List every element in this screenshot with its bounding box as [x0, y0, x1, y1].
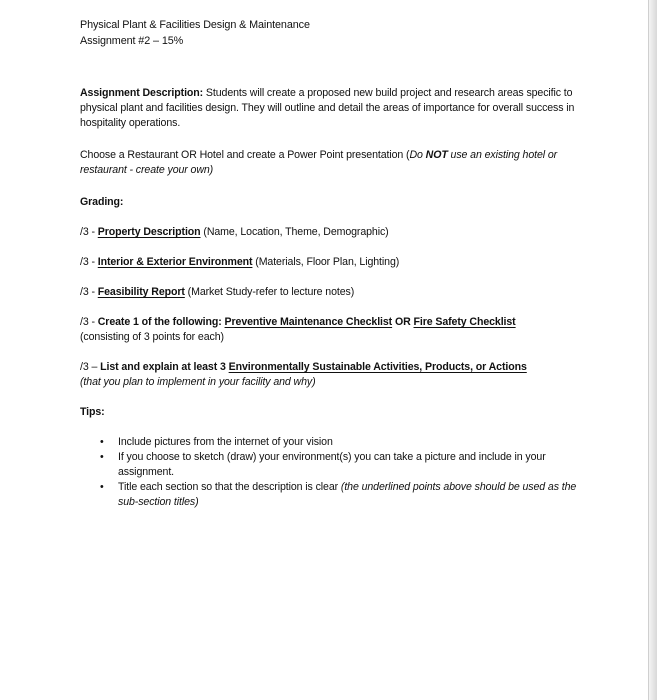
- tip-text: If you choose to sketch (draw) your environment(s) you can take a picture and include in your assignment.: [118, 451, 546, 478]
- tips-list: [80, 435, 580, 510]
- grading-item-property: [80, 225, 580, 240]
- grading-title: Interior & Exterior Environment: [97, 256, 253, 268]
- grading-title: Environmentally Sustainable Activities, Products, or Actions: [228, 361, 527, 373]
- list-item: [100, 435, 580, 450]
- tip-italic-note: (the underlined points above should be used as the sub-section titles): [118, 481, 577, 508]
- page-edge-shadow: [648, 0, 657, 700]
- grading-heading: Grading:: [80, 196, 124, 208]
- choose-not-emphasis: NOT: [425, 149, 448, 161]
- grading-score: /3 -: [80, 316, 98, 328]
- tip-text: Include pictures from the internet of your vision: [118, 436, 333, 448]
- grading-score: /3 -: [80, 226, 98, 238]
- bullet-icon: •: [100, 451, 104, 463]
- choose-italic-rest: use an existing hotel or restaurant - create your own): [80, 149, 558, 176]
- grading-detail: (Name, Location, Theme, Demographic): [200, 226, 389, 238]
- choose-text: Choose a Restaurant OR Hotel and create a Power Point presentation (: [80, 149, 410, 161]
- grading-detail: (consisting of 3 points for each): [80, 331, 224, 343]
- grading-lead: List and explain at least 3: [100, 361, 229, 373]
- bullet-icon: •: [100, 436, 104, 448]
- grading-title: Feasibility Report: [97, 286, 185, 298]
- grading-detail: (Market Study-refer to lecture notes): [184, 286, 355, 298]
- tip-text: Title each section so that the description is clear: [118, 481, 341, 493]
- grading-score: /3 –: [80, 361, 101, 373]
- grading-detail: (Materials, Floor Plan, Lighting): [252, 256, 400, 268]
- grading-item-feasibility: [80, 285, 580, 300]
- choose-italic-do: Do: [409, 149, 426, 161]
- course-title: Physical Plant & Facilities Design & Maintenance: [80, 19, 310, 31]
- list-item: [100, 480, 580, 510]
- grading-score: /3 -: [80, 256, 98, 268]
- description-label: Assignment Description:: [80, 87, 204, 99]
- description-text: Students will create a proposed new build project and research areas specific to physical plant and facilities design. They will outline and detail the areas of importance for overall success in hospitality operations.: [80, 87, 575, 129]
- assignment-weight: Assignment #2 – 15%: [80, 35, 184, 47]
- list-item: [100, 450, 580, 480]
- grading-detail: (that you plan to implement in your facility and why): [80, 376, 316, 388]
- bullet-icon: •: [100, 481, 104, 493]
- grading-item-checklist: [80, 315, 580, 345]
- grading-title: Property Description: [97, 226, 201, 238]
- grading-item-sustainable: [80, 360, 580, 390]
- grading-title-fire-safety: Fire Safety Checklist: [413, 316, 516, 328]
- assignment-description: [80, 86, 580, 131]
- tips-heading: Tips:: [80, 406, 105, 418]
- grading-item-environment: [80, 255, 580, 270]
- grading-joiner: OR: [392, 316, 414, 328]
- grading-score: /3 -: [80, 286, 98, 298]
- grading-title-maintenance: Preventive Maintenance Checklist: [224, 316, 393, 328]
- choose-instruction: [80, 148, 580, 178]
- grading-lead: Create 1 of the following:: [97, 316, 225, 328]
- document-content: [80, 17, 580, 510]
